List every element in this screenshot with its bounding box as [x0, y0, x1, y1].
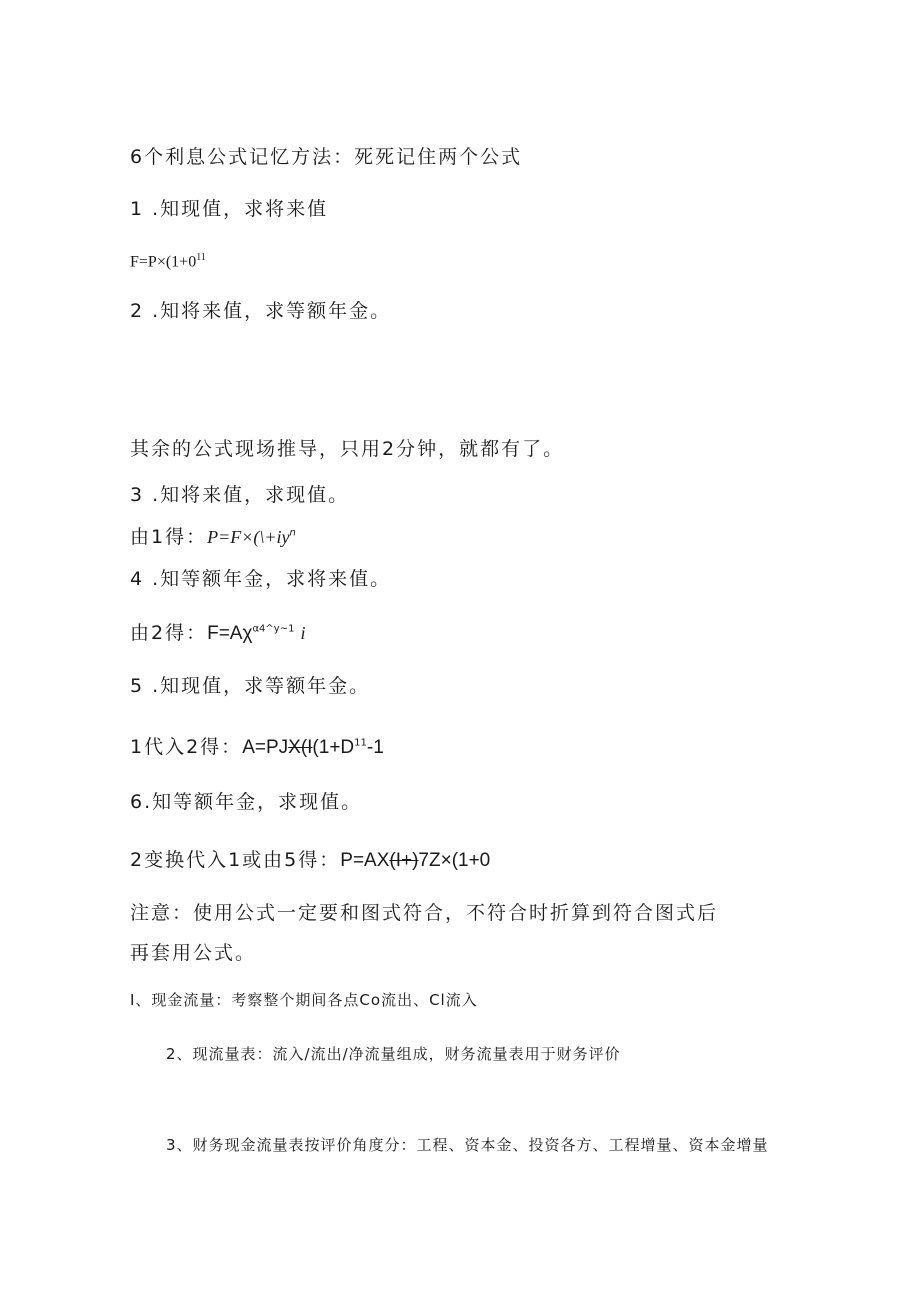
formula-6-strike: (I+): [389, 850, 419, 871]
formula-5-sup: 11: [354, 737, 367, 749]
note-line-1: 注意：使用公式一定要和图式符合，不符合时折算到符合图式后: [130, 902, 719, 924]
item-4-title: 4 .知等额年金，求将来值。: [130, 568, 392, 590]
derivation-note: 其余的公式现场推导，只用2分钟，就都有了。: [130, 438, 565, 460]
formula-5-prefix: 1代入2得：: [130, 736, 243, 758]
note-line-2: 再套用公式。: [130, 942, 257, 964]
formula-4-text: F=Aχ: [207, 623, 253, 644]
item-2-title: 2 .知将来值，求等额年金。: [130, 300, 392, 322]
cashflow-item-1: I、现金流量：考察整个期间各点Co流出、Cl流入: [130, 991, 478, 1009]
formula-6-b: 7Z×(1+0: [418, 850, 491, 871]
formula-4: [130, 624, 305, 643]
formula-6-prefix: 2变换代入1或由5得：: [130, 849, 341, 871]
formula-3: [130, 528, 296, 547]
formula-4-sup: α4^y~1: [252, 623, 295, 635]
formula-6-a: P=AX: [340, 850, 390, 871]
formula-5-strike: X(I: [288, 737, 313, 758]
formula-5-c: -1: [366, 737, 384, 758]
formula-6: [130, 851, 490, 870]
item-6-title: 6.知等额年金，求现值。: [130, 791, 363, 813]
item-3-title: 3 .知将来值，求现值。: [130, 484, 350, 506]
item-5-title: 5 .知现值，求等额年金。: [130, 675, 371, 697]
formula-3-prefix: 由1得：: [130, 526, 208, 548]
formula-3-text: P=F×(\+iy: [207, 527, 290, 547]
formula-1-text: F=P×(1+0: [130, 253, 197, 271]
formula-4-tail: i: [300, 623, 306, 643]
formula-3-sup: n: [289, 527, 296, 539]
heading-line: 6个利息公式记忆方法：死死记住两个公式: [130, 146, 523, 168]
formula-5: [130, 738, 384, 757]
formula-1-sup: 11: [196, 252, 206, 263]
formula-1: [130, 253, 206, 270]
cashflow-item-2: 2、现流量表：流入/流出/净流量组成，财务流量表用于财务评价: [166, 1045, 621, 1063]
cashflow-item-3: 3、财务现金流量表按评价角度分：工程、资本金、投资各方、工程增量、资本金增量: [166, 1136, 769, 1154]
item-1-title: 1 .知现值，求将来值: [130, 198, 329, 220]
formula-4-prefix: 由2得：: [130, 622, 208, 644]
formula-5-a: A=PJ: [242, 737, 289, 758]
formula-5-b: (1+D: [312, 737, 355, 758]
